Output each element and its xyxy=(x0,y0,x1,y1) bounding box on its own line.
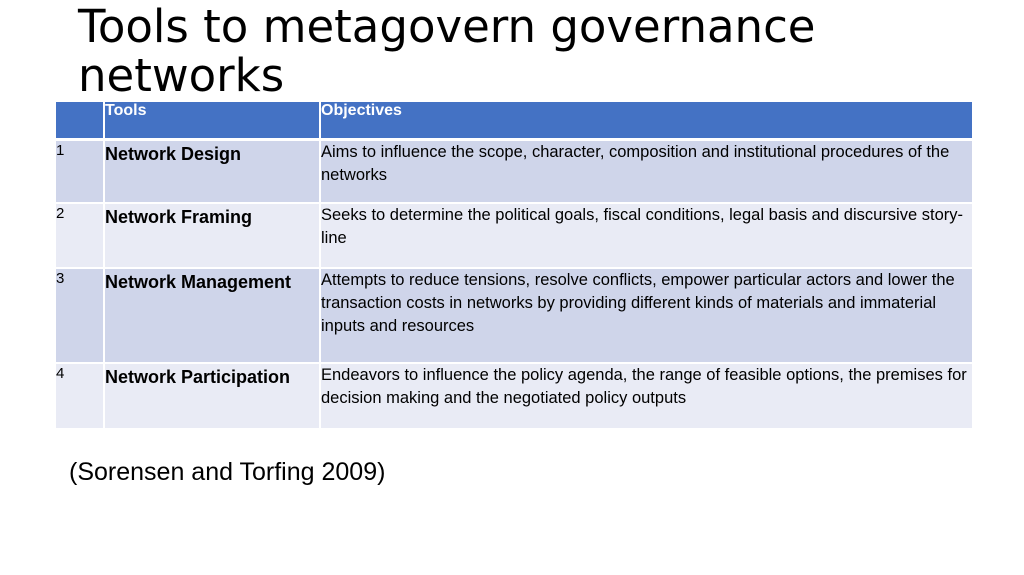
row-tool: Network Framing xyxy=(104,203,320,268)
tools-table xyxy=(56,102,972,430)
row-number: 3 xyxy=(56,268,104,363)
citation: (Sorensen and Torfing 2009) xyxy=(69,458,386,486)
row-objective: Seeks to determine the political goals, fiscal conditions, legal basis and discursive story-line xyxy=(320,203,972,268)
header-tools: Tools xyxy=(104,102,320,139)
header-number xyxy=(56,102,104,139)
table-row xyxy=(56,203,972,268)
table-row xyxy=(56,139,972,203)
row-objective: Endeavors to influence the policy agenda, the range of feasible options, the premises for decision making and the negotiated policy outputs xyxy=(320,363,972,429)
row-objective: Attempts to reduce tensions, resolve conflicts, empower particular actors and lower the transaction costs in networks by providing different kinds of materials and immaterial inputs and resources xyxy=(320,268,972,363)
row-tool: Network Participation xyxy=(104,363,320,429)
row-number: 2 xyxy=(56,203,104,268)
row-objective: Aims to influence the scope, character, composition and institutional procedures of the networks xyxy=(320,139,972,203)
slide-title: Tools to metagovern governance networks xyxy=(78,0,816,102)
table-row xyxy=(56,268,972,363)
row-number: 4 xyxy=(56,363,104,429)
row-tool: Network Management xyxy=(104,268,320,363)
row-number: 1 xyxy=(56,139,104,203)
table-row xyxy=(56,363,972,429)
header-objectives: Objectives xyxy=(320,102,972,139)
table-header-row xyxy=(56,102,972,139)
row-tool: Network Design xyxy=(104,139,320,203)
